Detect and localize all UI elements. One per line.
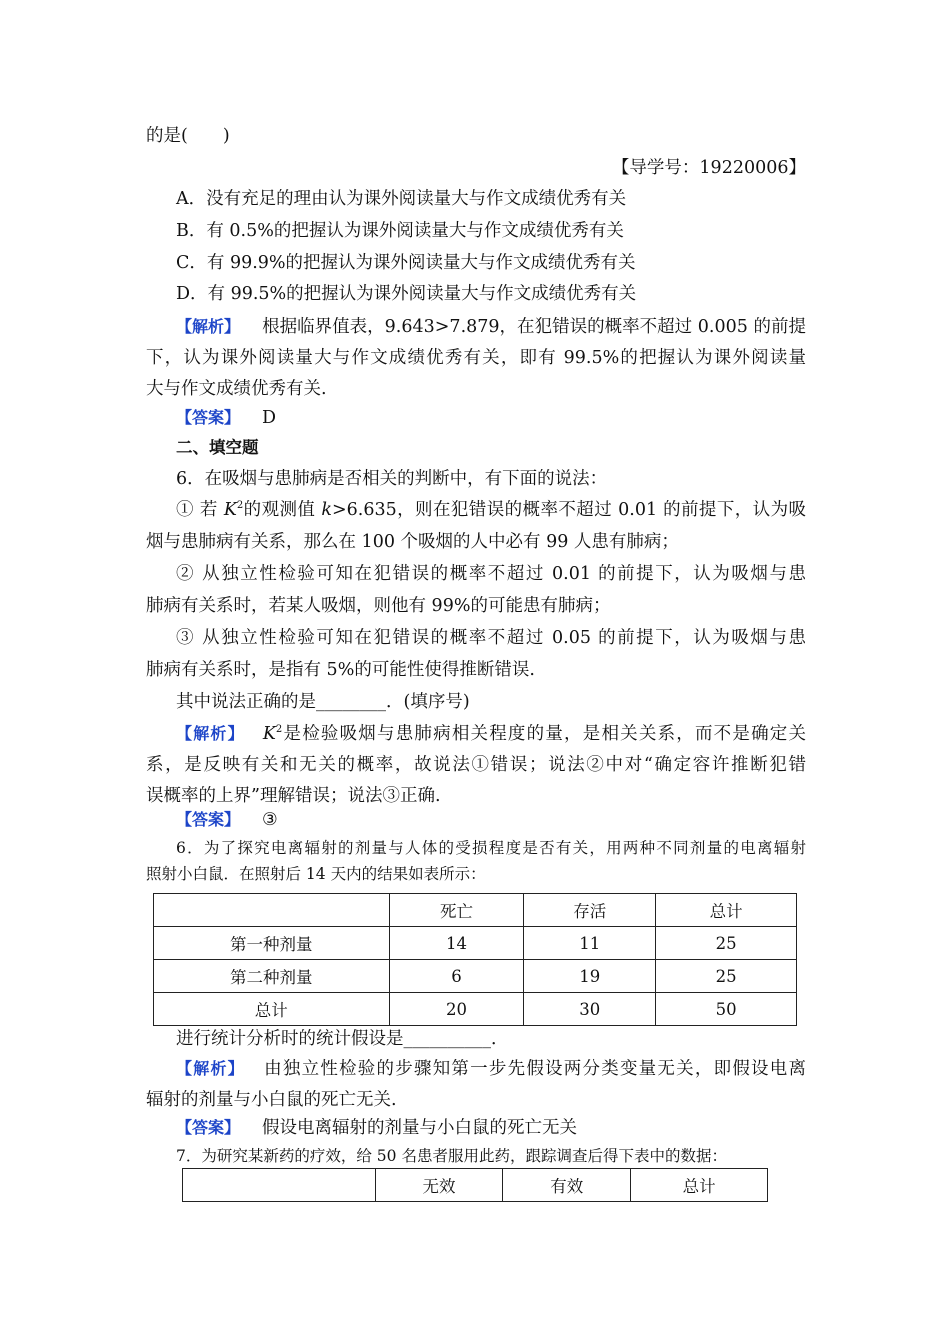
table-cell: 14: [389, 927, 524, 960]
q5-analysis-line-3: 大与作文成绩优秀有关.: [146, 379, 327, 399]
section-title: 二、填空题: [176, 438, 259, 457]
table-header-row: [154, 894, 797, 927]
q5-answer: [176, 406, 276, 430]
q6a-question: 其中说法正确的是________．(填序号): [176, 692, 470, 712]
q6a-answer-value: ③: [262, 810, 278, 830]
text-span: >6.635，则在犯错误的概率不超过 0.01 的前提下，认为吸: [331, 500, 806, 520]
q5-analysis-text-1: 根据临界值表，9.643>7.879，在犯错误的概率不超过 0.005 的前提: [262, 317, 806, 337]
q6a-analysis-line-2: 系，是反映有关和无关的概率，故说法①错误；说法②中对“确定容许推断犯错: [146, 755, 806, 775]
q6b-stem-line-2: 照射小白鼠．在照射后 14 天内的结果如表所示：: [146, 865, 486, 883]
superscript: 2: [275, 724, 283, 735]
q6a-statement-1-line-1: [176, 498, 806, 522]
answer-tag: 【答案】: [176, 408, 241, 427]
q5-option-d: D．有 99.5%的把握认为课外阅读量大与作文成绩优秀有关: [176, 284, 637, 304]
q5-analysis-line-2: 下，认为课外阅读量大与作文成绩优秀有关，即有 99.5%的把握认为课外阅读量: [146, 348, 806, 368]
var-k: K: [262, 724, 276, 744]
table-cell: 总计: [154, 993, 390, 1026]
table-header-cell: 死亡: [389, 894, 524, 927]
q6a-statement-1-line-2: 烟与患肺病有关系，那么在 100 个吸烟的人中必有 99 人患有肺病；: [146, 532, 679, 552]
table-row: [154, 960, 797, 993]
table-header-cell: [183, 1169, 376, 1202]
analysis-tag: 【解析】: [176, 1059, 245, 1078]
guide-reference: 【导学号：19220006】: [611, 158, 806, 178]
q6a-statement-3-line-1: ③ 从独立性检验可知在犯错误的概率不超过 0.05 的前提下，认为吸烟与患: [176, 628, 806, 648]
table-row: [154, 993, 797, 1026]
text-span: ① 若: [176, 500, 224, 520]
q5-option-b: B．有 0.5%的把握认为课外阅读量大与作文成绩优秀有关: [176, 221, 624, 241]
table-header-cell: 总计: [631, 1169, 768, 1202]
text-span: 的观测值: [243, 500, 322, 520]
table-cell: 25: [656, 960, 797, 993]
answer-tag: 【答案】: [176, 1118, 241, 1137]
superscript: 2: [236, 500, 244, 511]
q6a-analysis-line-1: [176, 722, 806, 746]
table-cell: 20: [389, 993, 524, 1026]
table-header-cell: 无效: [375, 1169, 503, 1202]
text-span: 由独立性检验的步骤知第一步先假设两分类变量无关，即假设电离: [262, 1059, 806, 1079]
table-row: [154, 927, 797, 960]
answer-tag: 【答案】: [176, 810, 241, 829]
q6a-statement-3-line-2: 肺病有关系时，是指有 5%的可能性使得推断错误.: [146, 660, 535, 680]
table-cell: 6: [389, 960, 524, 993]
var-k: k: [321, 500, 332, 520]
q7-stem: 7．为研究某新药的疗效，给 50 名患者服用此药，跟踪调查后得下表中的数据：: [176, 1147, 727, 1165]
q6b-stem-line-1: 6．为了探究电离辐射的剂量与人体的受损程度是否有关，用两种不同剂量的电离辐射: [176, 839, 806, 857]
q7-table: [182, 1168, 768, 1202]
q6a-answer: [176, 808, 278, 832]
table-cell: 30: [524, 993, 656, 1026]
table-header-row: [183, 1169, 768, 1202]
table-header-cell: 存活: [524, 894, 656, 927]
q6a-statement-2-line-1: ② 从独立性检验可知在犯错误的概率不超过 0.01 的前提下，认为吸烟与患: [176, 564, 806, 584]
q6a-analysis-line-3: 误概率的上界”理解错误；说法③正确.: [146, 786, 441, 806]
q6a-stem: 6．在吸烟与患肺病是否相关的判断中，有下面的说法：: [176, 469, 608, 489]
table-cell: 第一种剂量: [154, 927, 390, 960]
q5-analysis-line-1: [176, 315, 806, 339]
q5-option-a: A．没有充足的理由认为课外阅读量大与作文成绩优秀有关: [176, 189, 627, 209]
analysis-tag: 【解析】: [176, 724, 245, 743]
table-cell: 50: [656, 993, 797, 1026]
table-cell: 25: [656, 927, 797, 960]
table-header-cell: 有效: [503, 1169, 631, 1202]
radiation-table: [153, 893, 797, 1026]
q6b-answer: [176, 1116, 577, 1140]
q6b-question: 进行统计分析时的统计假设是__________．: [176, 1029, 509, 1049]
table-cell: 第二种剂量: [154, 960, 390, 993]
table-cell: 19: [524, 960, 656, 993]
q6b-analysis-line-2: 辐射的剂量与小白鼠的死亡无关.: [146, 1090, 397, 1110]
q5-stem-tail: 的是( ): [146, 126, 230, 146]
q6b-analysis-line-1: [176, 1057, 806, 1081]
analysis-tag: 【解析】: [176, 317, 241, 336]
q5-option-c: C．有 99.9%的把握认为课外阅读量大与作文成绩优秀有关: [176, 253, 636, 273]
text-span: 是检验吸烟与患肺病相关程度的量，是相关关系，而不是确定关: [282, 724, 806, 744]
table-header-cell: [154, 894, 390, 927]
table-header-cell: 总计: [656, 894, 797, 927]
var-k: K: [223, 500, 237, 520]
q6a-statement-2-line-2: 肺病有关系时，若某人吸烟，则他有 99%的可能患有肺病；: [146, 596, 611, 616]
q6b-answer-value: 假设电离辐射的剂量与小白鼠的死亡无关: [262, 1118, 578, 1138]
q5-answer-value: D: [262, 408, 277, 428]
table-cell: 11: [524, 927, 656, 960]
